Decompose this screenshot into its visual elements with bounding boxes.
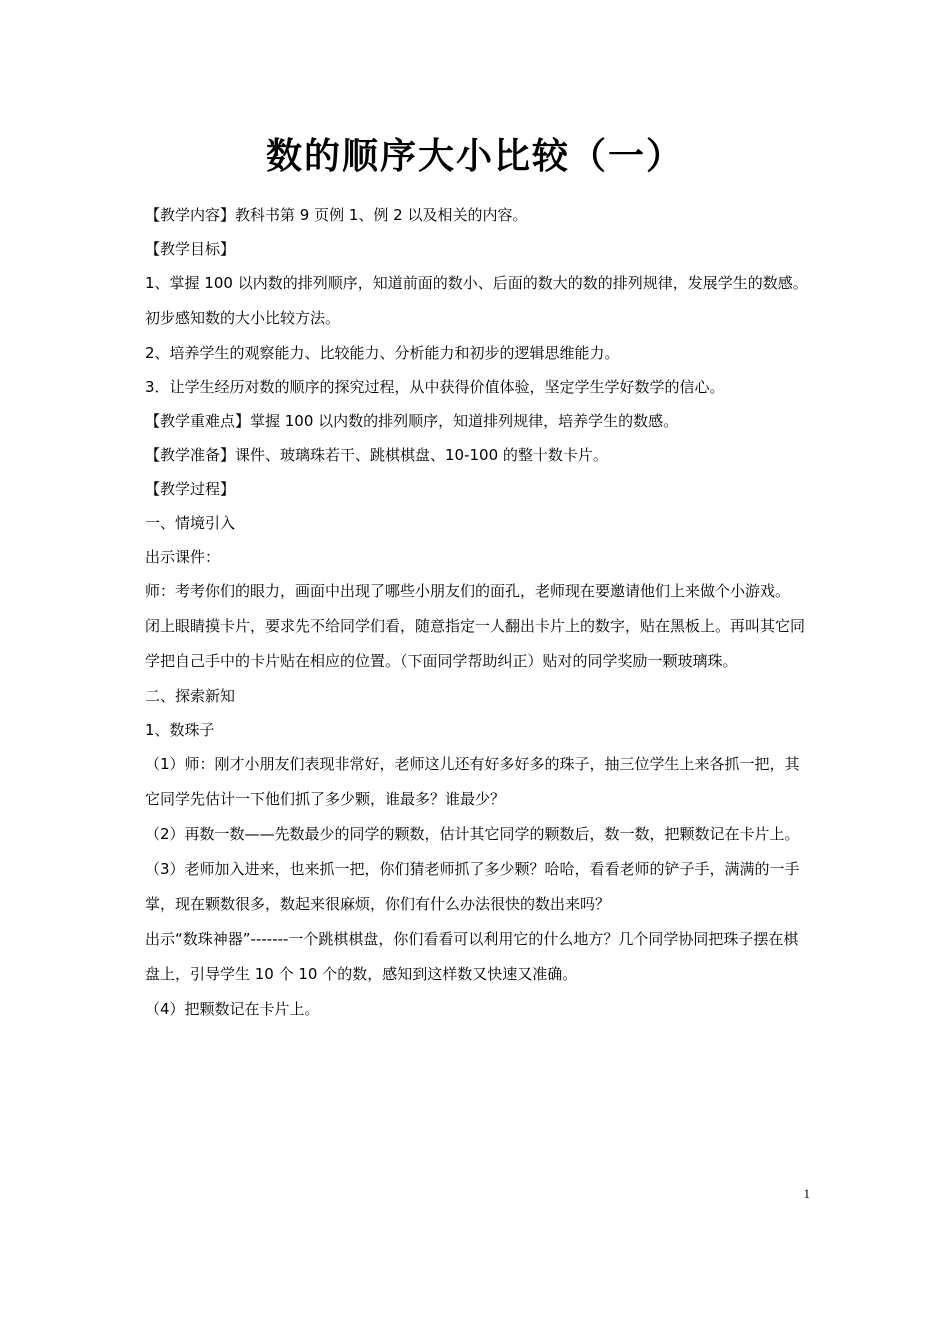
page-number: 1 xyxy=(803,1186,810,1201)
paragraph-goal-3: 3．让学生经历对数的顺序的探究过程，从中获得价值体验，坚定学生学好数学的信心。 xyxy=(145,378,725,396)
paragraph-step-3: （3）老师加入进来，也来抓一把，你们猜老师抓了多少颗？哈哈，看看老师的铲子手，满满的一手掌，现在颗数很多，数起来很麻烦，你们有什么办法很快的数出来吗？ xyxy=(145,860,800,913)
section-heading-explore: 二、探索新知 xyxy=(145,687,236,705)
paragraph-teaching-goals-heading: 【教学目标】 xyxy=(145,240,236,258)
document-body xyxy=(145,198,811,1026)
paragraph-teacher-prompt: 师：考考你们的眼力，画面中出现了哪些小朋友们的面孔，老师现在要邀请他们上来做个小游戏。 xyxy=(145,582,791,600)
paragraph-key-points: 【教学重难点】掌握 100 以内数的排列顺序，知道排列规律，培养学生的数感。 xyxy=(145,412,679,430)
section-heading-intro: 一、情境引入 xyxy=(145,514,236,532)
subsection-heading-count-beads: 1、数珠子 xyxy=(145,721,215,739)
paragraph-process-heading: 【教学过程】 xyxy=(145,480,236,498)
paragraph-step-1: （1）师：刚才小朋友们表现非常好，老师这儿还有好多好多的珠子，抽三位学生上来各抓一把，其它同学先估计一下他们抓了多少颗，谁最多？谁最少？ xyxy=(145,755,800,808)
paragraph-step-4: （4）把颗数记在卡片上。 xyxy=(145,1000,320,1018)
document-title: 数的顺序大小比较（一） xyxy=(265,136,684,177)
paragraph-show-courseware: 出示课件： xyxy=(145,548,221,566)
paragraph-bead-tool: 出示“数珠神器”-------一个跳棋棋盘，你们看看可以利用它的什么地方？几个同学协同把珠子摆在棋盘上，引导学生 10 个 10 个的数，感知到这样数又快速又准确。 xyxy=(145,930,799,983)
paragraph-goal-2: 2、培养学生的观察能力、比较能力、分析能力和初步的逻辑思维能力。 xyxy=(145,344,620,362)
paragraph-goal-1: 1、掌握 100 以内数的排列顺序，知道前面的数小、后面的数大的数的排列规律，发展学生的数感。初步感知数的大小比较方法。 xyxy=(145,274,808,327)
paragraph-step-2: （2）再数一数——先数最少的同学的颗数，估计其它同学的颗数后，数一数，把颗数记在卡片上。 xyxy=(145,825,800,843)
paragraph-preparation: 【教学准备】课件、玻璃珠若干、跳棋棋盘、10-100 的整十数卡片。 xyxy=(145,446,608,464)
paragraph-card-game: 闭上眼睛摸卡片，要求先不给同学们看，随意指定一人翻出卡片上的数字，贴在黑板上。再叫其它同学把自己手中的卡片贴在相应的位置。（下面同学帮助纠正）贴对的同学奖励一颗玻璃珠。 xyxy=(145,617,806,670)
paragraph-teaching-content: 【教学内容】教科书第 9 页例 1、例 2 以及相关的内容。 xyxy=(145,206,528,224)
